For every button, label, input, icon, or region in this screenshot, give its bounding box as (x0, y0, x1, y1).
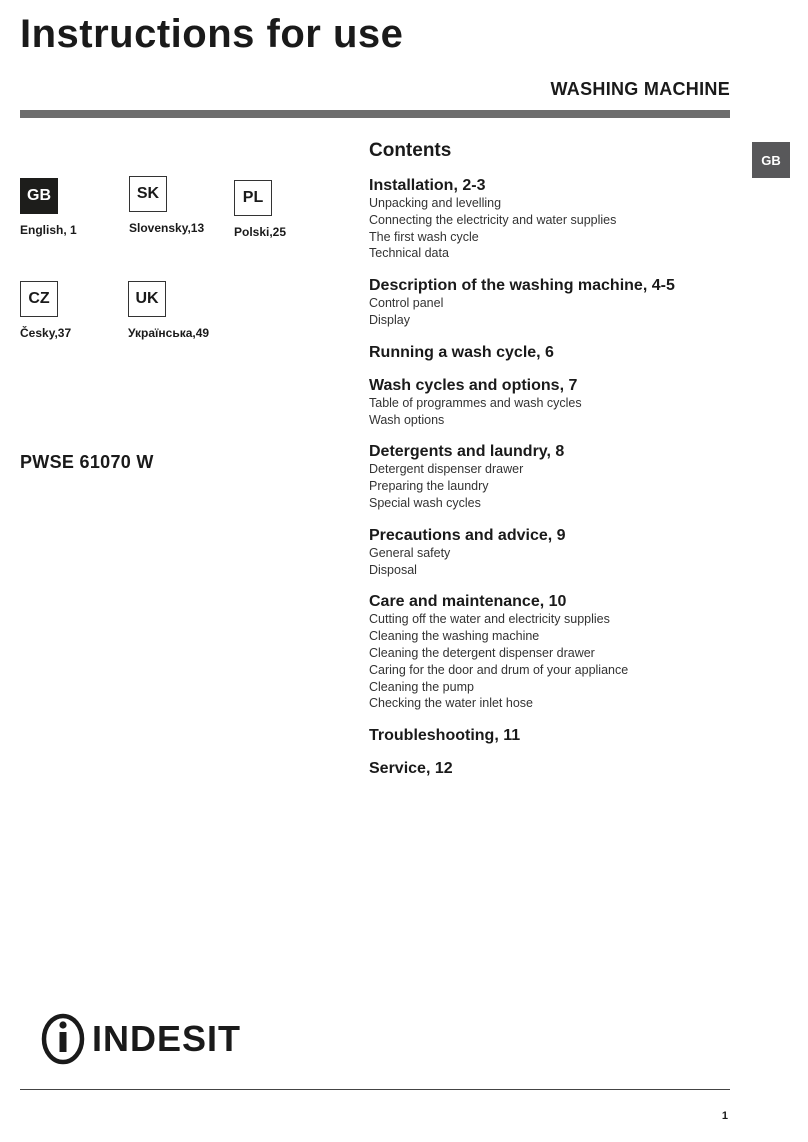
footer-divider (20, 1089, 730, 1090)
language-side-tab: GB (752, 142, 790, 178)
toc-section (369, 526, 749, 579)
language-pl (234, 180, 286, 239)
toc-item: Technical data (369, 246, 449, 261)
toc-section-heading: Wash cycles and options, 7 (369, 376, 578, 394)
toc-item: General safety (369, 545, 451, 560)
toc-section-heading: Description of the washing machine, 4-5 (369, 277, 675, 295)
language-code-box: SK (129, 176, 167, 212)
toc-item: The first wash cycle (369, 229, 479, 244)
toc-item: Cleaning the detergent dispenser drawer (369, 645, 595, 660)
toc-section (369, 343, 749, 362)
toc-section-heading: Running a wash cycle, 6 (369, 343, 554, 361)
toc-section-heading: Care and maintenance, 10 (369, 593, 567, 611)
language-sk (129, 176, 204, 235)
toc-item: Wash options (369, 412, 445, 427)
page-number: 1 (721, 1110, 728, 1122)
language-code-box: CZ (20, 281, 58, 317)
toc-section-heading: Troubleshooting, 11 (369, 727, 521, 745)
language-label: Česky,37 (20, 326, 72, 340)
product-type: WASHING MACHINE (550, 79, 730, 99)
toc-section (369, 442, 749, 511)
header-divider (20, 110, 730, 118)
language-code-box: UK (128, 281, 166, 317)
toc-item: Cutting off the water and electricity supplies (369, 612, 610, 627)
toc-section (369, 759, 749, 778)
toc-item: Connecting the electricity and water supplies (369, 212, 617, 227)
language-code-box: PL (234, 180, 272, 216)
model-number: PWSE 61070 W (20, 452, 154, 472)
toc-item: Display (369, 312, 410, 327)
toc-section (369, 176, 749, 262)
contents-title: Contents (369, 140, 452, 161)
toc-section-heading: Precautions and advice, 9 (369, 526, 566, 544)
brand-logo (40, 1013, 241, 1065)
toc-item: Detergent dispenser drawer (369, 462, 524, 477)
language-label: Polski,25 (234, 225, 287, 239)
toc-item: Preparing the laundry (369, 479, 489, 494)
toc-section-heading: Detergents and laundry, 8 (369, 443, 565, 461)
toc-section (369, 376, 749, 429)
toc-section-heading: Service, 12 (369, 760, 453, 778)
toc-item: Special wash cycles (369, 495, 481, 510)
toc-item: Disposal (369, 562, 417, 577)
contents-sections (369, 176, 749, 778)
language-uk (128, 281, 209, 340)
toc-item: Checking the water inlet hose (369, 696, 533, 711)
language-label: English, 1 (20, 223, 77, 237)
document-title: Instructions for use (20, 12, 404, 56)
brand-name: INDESIT (92, 1018, 242, 1059)
toc-section (369, 276, 749, 329)
toc-item: Table of programmes and wash cycles (369, 395, 582, 410)
toc-section (369, 726, 749, 745)
language-gb (20, 178, 77, 237)
language-code-box: GB (20, 178, 58, 214)
toc-item: Unpacking and levelling (369, 196, 502, 210)
table-of-contents (369, 140, 749, 792)
toc-item: Control panel (369, 296, 444, 311)
toc-item: Cleaning the pump (369, 679, 474, 694)
language-cz (20, 281, 71, 340)
toc-item: Caring for the door and drum of your appliance (369, 662, 629, 677)
toc-item: Cleaning the washing machine (369, 629, 540, 644)
toc-section-heading: Installation, 2-3 (369, 177, 486, 194)
toc-section (369, 592, 749, 712)
language-label: Українська,49 (128, 326, 210, 340)
language-label: Slovensky,13 (129, 221, 205, 235)
indesit-logo-icon (40, 1013, 86, 1065)
